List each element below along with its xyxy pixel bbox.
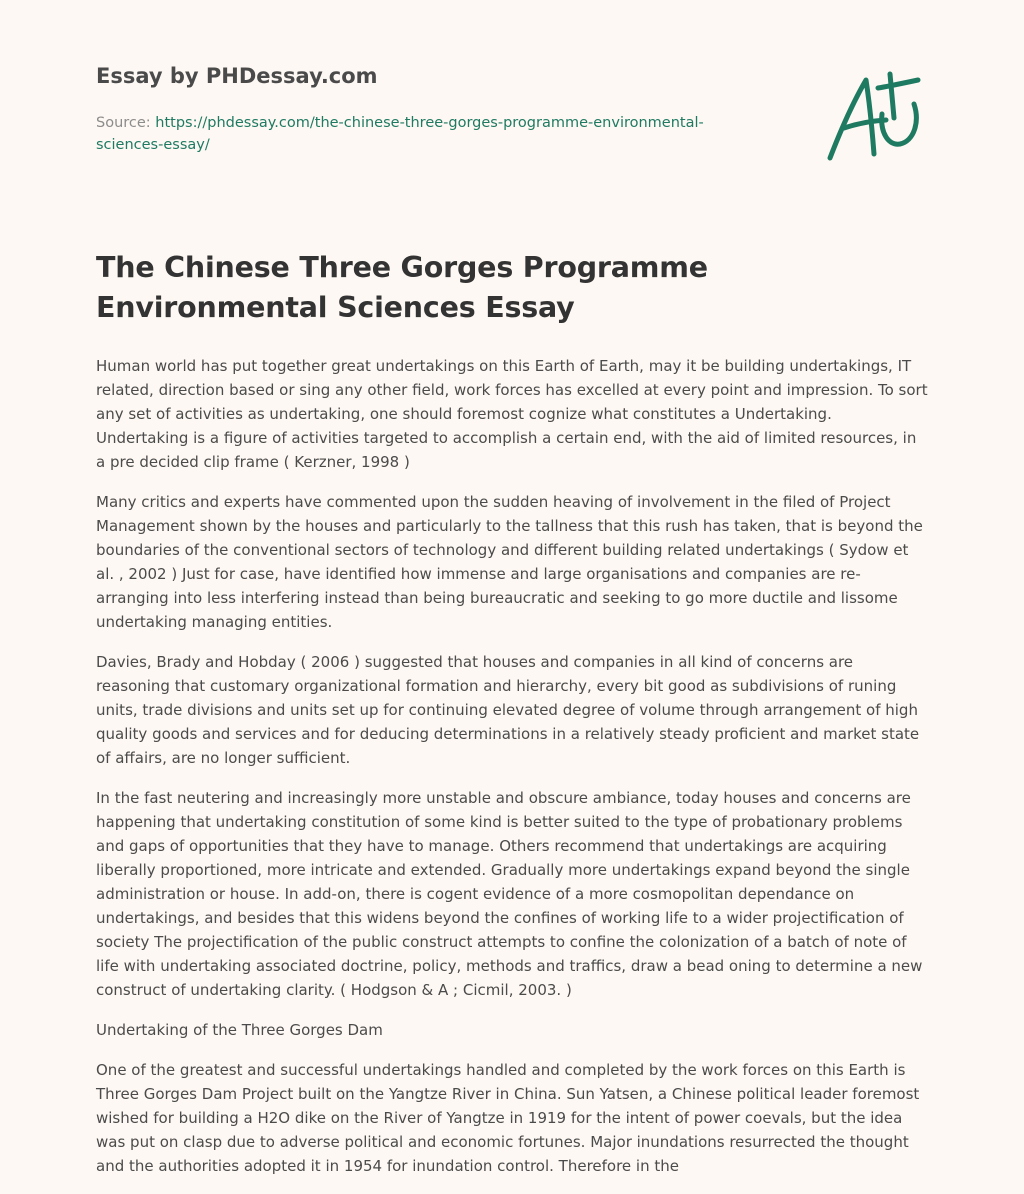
- paragraph: Many critics and experts have commented upon the sudden heaving of involvement in the filed of Project Management shown by the houses and particularly to the tallness that this rush has taken, that is beyond the boundaries of the conventional sectors of technology and different building related undertakings ( Sydow et al. , 2002 ) Just for case, have identified how immense and large organisations and companies are re-arranging into less interfering instead than being bureaucratic and seeking to go more ductile and lissome undertaking managing entities.: [96, 493, 923, 631]
- paragraph: In the fast neutering and increasingly more unstable and obscure ambiance, today houses and concerns are happening that undertaking constitution of some kind is better suited to the type of probationary problems and gaps of opportunities that they have to manage. Others recommend that undertakings are acquiring liberally proportioned, more intricate and extended. Gradually more undertakings expand beyond the single administration or house. In add-on, there is cogent evidence of a more cosmopolitan dependance on undertakings, and besides that this widens beyond the confines of working life to a wider projectification of society The projectification of the public construct attempts to confine the colonization of a batch of note of life with undertaking associated doctrine, policy, methods and traffics, draw a bead oning to determine a new construct of undertaking clarity. ( Hodgson & A ; Cicmil, 2003. ): [96, 789, 923, 999]
- source-link[interactable]: https://phdessay.com/the-chinese-three-gorges-programme-environmental-sciences-essay/: [96, 115, 704, 153]
- essay-body: [96, 354, 928, 1178]
- a-plus-logo-icon: [824, 66, 924, 166]
- source-label: Source:: [96, 115, 151, 131]
- essay-page: [96, 0, 928, 1194]
- section-heading: Undertaking of the Three Gorges Dam: [96, 1021, 383, 1039]
- page-header: [96, 0, 928, 200]
- site-title: Essay by PHDessay.com: [96, 64, 378, 88]
- paragraph: Davies, Brady and Hobday ( 2006 ) suggested that houses and companies in all kind of concerns are reasoning that customary organizational formation and hierarchy, every bit good as subdivisions of runing units, trade divisions and units set up for continuing elevated degree of volume through arrangement of high quality goods and services and for deducing determinations in a relatively steady proficient and market state of affairs, are no longer sufficient.: [96, 653, 920, 767]
- source-line: [96, 112, 736, 156]
- essay-title: The Chinese Three Gorges Programme Environmental Sciences Essay: [96, 251, 708, 324]
- paragraph: Human world has put together great undertakings on this Earth of Earth, may it be building undertakings, IT related, direction based or sing any other field, work forces has excelled at every point and impression. To sort any set of activities as undertaking, one should foremost cognize what constitutes a Undertaking. Undertaking is a figure of activities targeted to accomplish a certain end, with the aid of limited resources, in a pre decided clip frame ( Kerzner, 1998 ): [96, 357, 928, 471]
- paragraph: One of the greatest and successful undertakings handled and completed by the work forces on this Earth is Three Gorges Dam Project built on the Yangtze River in China. Sun Yatsen, a Chinese political leader foremost wished for building a H2O dike on the River of Yangtze in 1919 for the intent of power coevals, but the idea was put on clasp due to adverse political and economic fortunes. Major inundations resurrected the thought and the authorities adopted it in 1954 for inundation control. Therefore in the: [96, 1061, 920, 1175]
